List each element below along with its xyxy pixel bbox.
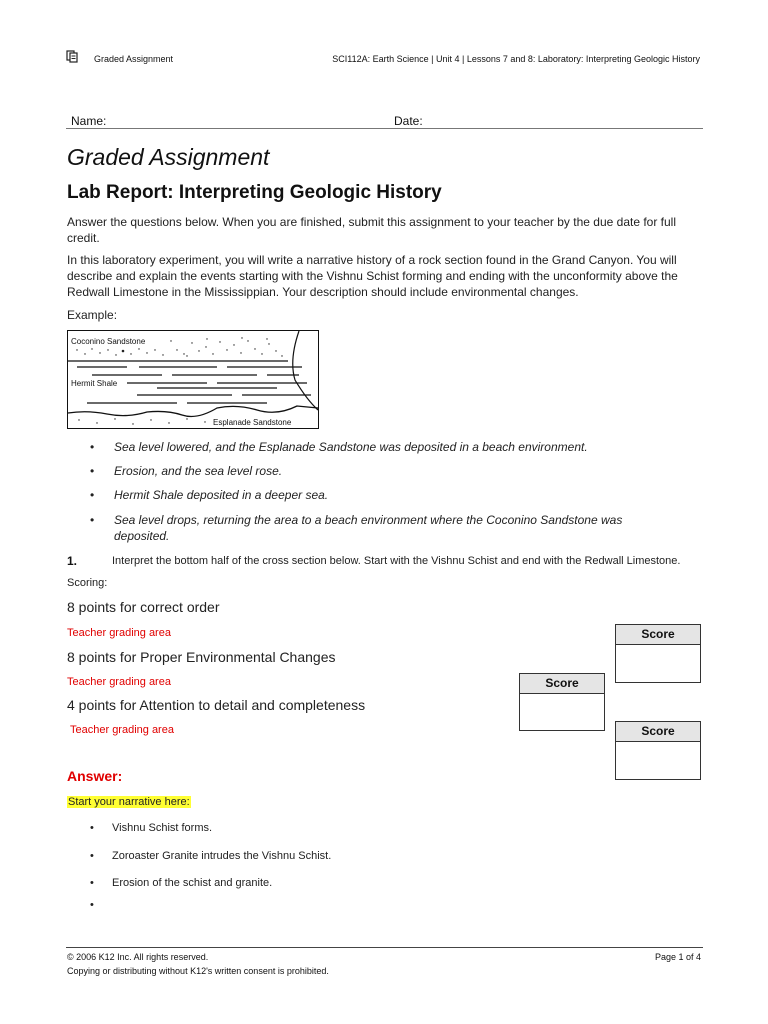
date-label: Date:	[394, 114, 423, 128]
example-label: Example:	[67, 308, 118, 322]
footer-notice: Copying or distributing without K12's written consent is prohibited.	[67, 966, 329, 976]
intro-paragraph-2: In this laboratory experiment, you will write a narrative history of a rock section found in the Grand Canyon. You will describe and explain the events starting with the Vishnu Schist forming and ending with the unconformity above the Redwall Limestone in the Mississippian. Your description should include environmental changes.	[67, 253, 678, 299]
example-bullet-text: Erosion, and the sea level rose.	[114, 464, 283, 478]
answer-text[interactable]: Erosion of the schist and granite.	[112, 877, 273, 889]
label-esplanade-sandstone: Esplanade Sandstone	[213, 418, 292, 427]
criterion-environmental-changes: 8 points for Proper Environmental Changes	[67, 649, 336, 665]
score-box-header: Score	[520, 674, 604, 694]
header-left-title: Graded Assignment	[94, 54, 174, 64]
bullet-glyph: •	[90, 877, 94, 889]
scoring-label: Scoring:	[67, 577, 108, 589]
footer-copyright: © 2006 K12 Inc. All rights reserved.	[67, 952, 209, 962]
answer-text[interactable]: Zoroaster Granite intrudes the Vishnu Schist.	[112, 850, 332, 862]
bullet-glyph: •	[90, 850, 94, 862]
bullet-glyph: •	[90, 899, 94, 911]
bullet-glyph: •	[90, 464, 95, 478]
footer-rule	[66, 947, 703, 948]
name-date-rule	[66, 128, 703, 129]
teacher-grading-area-3: Teacher grading area	[70, 724, 174, 736]
score-box-header: Score	[616, 722, 700, 742]
score-box-detail[interactable]	[615, 721, 701, 780]
example-bullet-text: Hermit Shale deposited in a deeper sea.	[114, 488, 329, 502]
teacher-grading-area-1: Teacher grading area	[67, 627, 171, 639]
teacher-grading-area-2: Teacher grading area	[67, 676, 171, 688]
example-bullet-text: Sea level drops, returning the area to a beach environment where the Coconino Sandstone was deposited.	[114, 513, 623, 543]
label-coconino-sandstone: Coconino Sandstone	[71, 337, 146, 346]
criterion-detail-completeness: 4 points for Attention to detail and completeness	[67, 697, 366, 713]
score-box-header: Score	[616, 625, 700, 645]
intro-paragraph-1: Answer the questions below. When you are finished, submit this assignment to your teacher by the due date for full credit.	[67, 215, 677, 245]
label-hermit-shale: Hermit Shale	[71, 379, 118, 388]
bullet-glyph: •	[90, 513, 95, 527]
header-course-path: SCI112A: Earth Science | Unit 4 | Lessons 7 and 8: Laboratory: Interpreting Geologic History	[332, 54, 700, 64]
page-title: Graded Assignment	[67, 144, 270, 170]
criterion-correct-order: 8 points for correct order	[67, 599, 220, 615]
question-number: 1.	[67, 554, 78, 568]
answer-heading: Answer:	[67, 768, 123, 784]
answer-text[interactable]: Vishnu Schist forms.	[112, 822, 213, 834]
score-box-environmental[interactable]	[519, 673, 605, 731]
start-narrative-prompt: Start your narrative here:	[68, 796, 190, 808]
footer-page-number: Page 1 of 4	[654, 952, 701, 962]
question-text: Interpret the bottom half of the cross section below. Start with the Vishnu Schist and end with the Redwall Limestone.	[112, 555, 681, 567]
page-subtitle: Lab Report: Interpreting Geologic History	[67, 182, 442, 203]
rock-section-diagram	[67, 330, 320, 430]
score-box-correct-order[interactable]	[615, 624, 701, 683]
example-bullet-text: Sea level lowered, and the Esplanade Sandstone was deposited in a beach environment.	[114, 440, 588, 454]
bullet-glyph: •	[90, 440, 95, 454]
bullet-glyph: •	[90, 822, 94, 834]
name-label: Name:	[71, 114, 107, 128]
bullet-glyph: •	[90, 488, 95, 502]
document-icon	[66, 50, 79, 63]
